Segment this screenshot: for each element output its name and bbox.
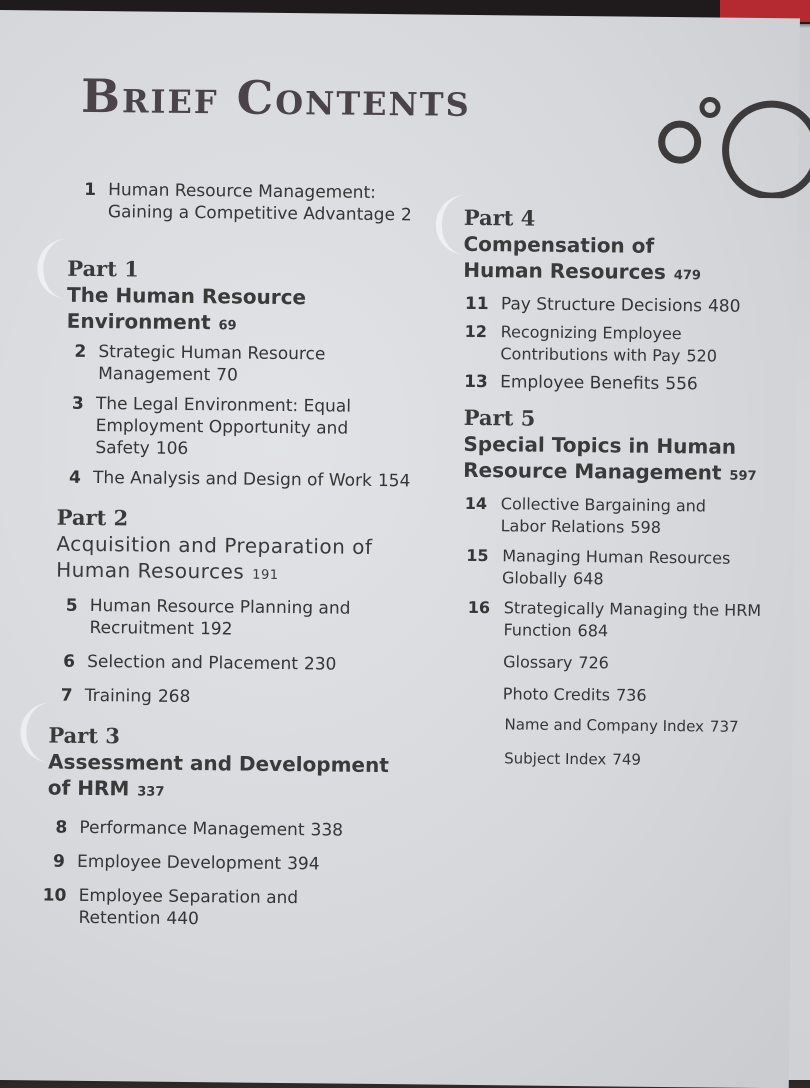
chapter-16[interactable]	[467, 597, 767, 644]
chapter-title: Employee Separation and Retention	[78, 885, 299, 929]
page-number: 556	[665, 373, 698, 395]
chapter-title: Employee Development	[76, 851, 282, 874]
chapter-title: Training	[84, 685, 153, 707]
chapter-9[interactable]	[53, 851, 393, 877]
part-label: Part 2	[56, 504, 129, 531]
page-number: 597	[729, 468, 757, 484]
page-number: 230	[303, 654, 337, 675]
chapter-title: Strategically Managing the HRM Function	[503, 598, 762, 641]
part-1-heading[interactable]	[67, 256, 348, 341]
chapter-number: 13	[464, 371, 488, 393]
page-number: 520	[686, 346, 718, 366]
chapter-1[interactable]	[84, 179, 414, 226]
subject-index-entry[interactable]	[504, 747, 764, 772]
chapter-title: Collective Bargaining and Labor Relations	[500, 494, 707, 537]
page-number: 737	[709, 717, 739, 736]
chapter-title: Strategic Human Resource Management	[98, 342, 326, 386]
chapter-title: Human Resource Management: Gaining a Competitive Advantage	[107, 180, 396, 226]
circles-decoration-icon	[653, 87, 810, 199]
page-number: 337	[137, 784, 165, 800]
chapter-number: 4	[69, 467, 82, 488]
chapter-number: 14	[464, 493, 488, 514]
page-number: 191	[252, 567, 279, 583]
entry-title: Subject Index	[504, 749, 607, 769]
part-4-heading[interactable]	[463, 205, 734, 290]
chapter-number: 5	[65, 595, 78, 616]
page-number: 2	[400, 205, 412, 226]
page-number: 69	[218, 318, 237, 334]
part-label: Part 4	[463, 204, 536, 231]
chapter-number: 16	[467, 597, 491, 618]
page-number: 736	[615, 685, 647, 705]
entry-title: Name and Company Index	[504, 715, 705, 736]
page-number: 598	[630, 517, 662, 537]
chapter-title: Recognizing Employee Contributions with Pay	[500, 322, 682, 366]
chapter-title: Selection and Placement	[87, 651, 299, 675]
chapter-title: Human Resource Planning and Recruitment	[89, 595, 351, 640]
chapter-14[interactable]	[465, 493, 755, 540]
chapter-number: 10	[42, 885, 67, 906]
chapter-4[interactable]	[69, 467, 439, 493]
part-title: Assessment and Development of HRM	[47, 749, 389, 801]
page-number: 268	[157, 686, 191, 708]
glossary-entry[interactable]	[503, 651, 763, 676]
part-label: Part 1	[67, 255, 139, 282]
chapter-number: 7	[60, 685, 73, 706]
part-5-heading[interactable]	[463, 405, 764, 490]
chapter-title: The Legal Environment: Equal Employment Opportunity and Safety	[95, 394, 352, 459]
chapter-15[interactable]	[466, 545, 736, 592]
page-number: 479	[673, 268, 702, 284]
page-title: Brief Contents	[80, 68, 472, 127]
entry-title: Glossary	[503, 652, 573, 673]
page-number: 106	[155, 438, 189, 459]
chapter-title: The Analysis and Design of Work	[92, 468, 372, 491]
page-number: 440	[166, 908, 200, 930]
name-company-index-entry[interactable]	[504, 713, 784, 738]
page-number: 70	[216, 365, 238, 386]
chapter-number: 1	[84, 179, 97, 201]
entry-title: Photo Credits	[502, 684, 611, 705]
photo-credits-entry[interactable]	[503, 683, 763, 708]
chapter-3[interactable]	[71, 393, 382, 462]
chapter-7[interactable]	[61, 685, 361, 710]
part-title: Compensation of Human Resources	[463, 231, 666, 284]
chapter-title: Pay Structure Decisions	[500, 294, 703, 317]
page-number: 480	[707, 296, 741, 317]
chapter-13[interactable]	[464, 371, 764, 396]
page-number: 338	[310, 820, 344, 841]
book-page	[0, 10, 800, 1088]
part-label: Part 5	[463, 404, 536, 431]
page-number: 648	[572, 569, 604, 589]
page-number: 154	[377, 470, 411, 492]
chapter-11[interactable]	[465, 293, 765, 318]
page-number: 749	[612, 750, 642, 769]
part-3-heading[interactable]	[48, 723, 409, 809]
chapter-12[interactable]	[464, 321, 784, 368]
chapter-title: Managing Human Resources Globally	[501, 546, 731, 588]
chapter-5[interactable]	[65, 595, 365, 642]
chapter-number: 9	[52, 851, 66, 872]
chapter-6[interactable]	[63, 651, 403, 677]
chapter-number: 11	[464, 293, 489, 315]
chapter-number: 12	[464, 321, 488, 342]
part-label: Part 3	[48, 722, 121, 749]
chapter-2[interactable]	[74, 341, 364, 388]
chapter-number: 8	[55, 817, 68, 838]
chapter-number: 3	[71, 393, 84, 414]
page-number: 684	[577, 621, 609, 641]
page-number: 192	[199, 619, 233, 640]
chapter-number: 2	[74, 341, 87, 362]
chapter-number: 15	[466, 545, 489, 566]
chapter-title: Performance Management	[79, 817, 305, 841]
chapter-number: 6	[63, 651, 76, 672]
chapter-title: Employee Benefits	[500, 372, 660, 394]
chapter-10[interactable]	[42, 884, 342, 931]
page-number: 726	[578, 653, 609, 673]
part-title: The Human Resource Environment	[66, 282, 307, 335]
part-2-heading[interactable]	[56, 505, 397, 591]
part-title: Special Topics in Human Resource Management	[463, 431, 737, 485]
part-title: Acquisition and Preparation of Human Resources	[56, 531, 373, 584]
page-number: 394	[287, 854, 320, 875]
chapter-8[interactable]	[55, 817, 395, 843]
